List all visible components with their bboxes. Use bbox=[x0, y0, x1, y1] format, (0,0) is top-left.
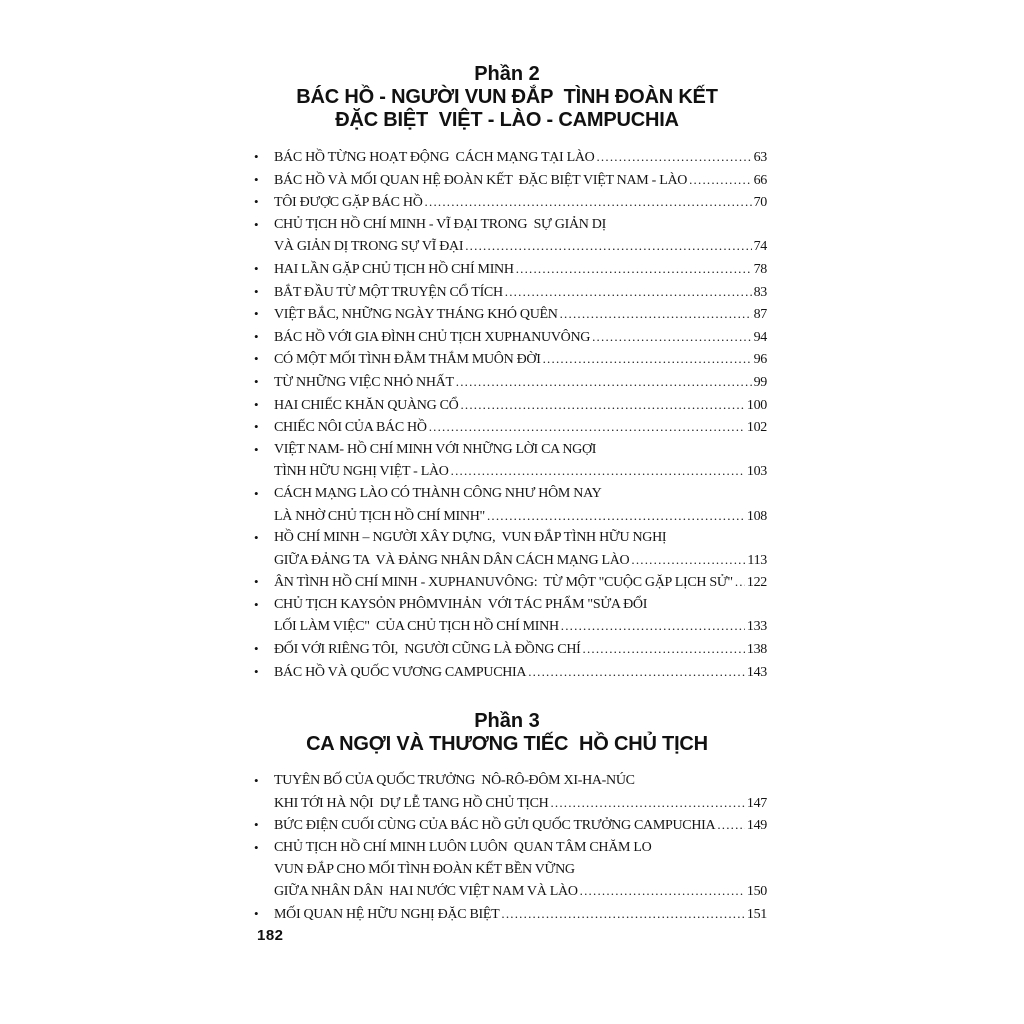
toc-section bbox=[247, 709, 767, 925]
bullet-icon: • bbox=[254, 328, 259, 344]
entry-last-line bbox=[274, 394, 767, 417]
entry-page-number: 147 bbox=[746, 795, 767, 811]
entry-text-line: ĐỐI VỚI RIÊNG TÔI, NGƯỜI CŨNG LÀ ĐỒNG CHÍ bbox=[274, 642, 581, 658]
entry-last-line bbox=[274, 235, 767, 258]
dot-leader bbox=[631, 549, 745, 572]
entry-text-line: LÀ NHỜ CHỦ TỊCH HỒ CHÍ MINH" bbox=[274, 508, 485, 524]
toc-entry bbox=[247, 326, 767, 349]
entry-last-line bbox=[274, 303, 767, 326]
toc-entry bbox=[247, 146, 767, 169]
part-title bbox=[247, 86, 767, 132]
entry-page-number: 96 bbox=[753, 352, 767, 368]
dot-leader bbox=[717, 814, 745, 837]
entry-last-line bbox=[274, 191, 767, 214]
entry-text-line: BÁC HỒ VÀ QUỐC VƯƠNG CAMPUCHIA bbox=[274, 664, 527, 680]
toc-entry bbox=[247, 191, 767, 214]
dot-leader bbox=[425, 191, 752, 214]
bullet-icon: • bbox=[254, 441, 259, 457]
toc-entry bbox=[247, 394, 767, 417]
dot-leader bbox=[561, 615, 745, 638]
entry-body bbox=[274, 146, 767, 169]
entry-text-line: ÂN TÌNH HỒ CHÍ MINH - XUPHANUVÔNG: TỪ MỘT "CUỘC GẶP LỊCH SỬ" bbox=[274, 575, 733, 591]
entry-body bbox=[274, 527, 767, 571]
dot-leader bbox=[560, 303, 752, 326]
entry-last-line bbox=[274, 638, 767, 661]
entry-last-line bbox=[274, 792, 767, 815]
dot-leader bbox=[460, 394, 744, 417]
toc-entry bbox=[247, 638, 767, 661]
toc-content bbox=[247, 62, 767, 925]
entry-text-line: MỐI QUAN HỆ HỮU NGHỊ ĐẶC BIỆT bbox=[274, 906, 500, 922]
toc-entry bbox=[247, 770, 767, 814]
entry-text-line: TÌNH HỮU NGHỊ VIỆT - LÀO bbox=[274, 464, 449, 480]
dot-leader bbox=[528, 661, 745, 684]
dot-leader bbox=[543, 348, 752, 371]
dot-leader bbox=[596, 146, 751, 169]
entry-last-line bbox=[274, 903, 767, 926]
bullet-icon: • bbox=[254, 171, 259, 187]
entry-last-line bbox=[274, 880, 767, 903]
bullet-icon: • bbox=[254, 260, 259, 276]
entry-last-line bbox=[274, 281, 767, 304]
bullet-icon: • bbox=[254, 663, 259, 679]
bullet-icon: • bbox=[254, 641, 259, 657]
entry-last-line bbox=[274, 615, 767, 638]
part-title bbox=[247, 733, 767, 756]
dot-leader bbox=[592, 326, 751, 349]
bullet-icon: • bbox=[254, 194, 259, 210]
entry-page-number: 99 bbox=[753, 374, 767, 390]
entry-body bbox=[274, 281, 767, 304]
toc-entry bbox=[247, 903, 767, 926]
bullet-icon: • bbox=[254, 485, 259, 501]
bullet-icon: • bbox=[254, 373, 259, 389]
toc-section bbox=[247, 62, 767, 683]
entry-text-line: CÁCH MẠNG LÀO CÓ THÀNH CÔNG NHƯ HÔM NAY bbox=[274, 485, 602, 501]
entry-text-line: TỪ NHỮNG VIỆC NHỎ NHẤT bbox=[274, 374, 454, 390]
toc-entry bbox=[247, 214, 767, 258]
entry-page-number: 133 bbox=[746, 619, 767, 635]
entry-text-line: TÔI ĐƯỢC GẶP BÁC HỒ bbox=[274, 195, 423, 211]
entry-body bbox=[274, 326, 767, 349]
entry-page-number: 102 bbox=[746, 420, 767, 436]
dot-leader bbox=[580, 880, 745, 903]
entry-last-line bbox=[274, 258, 767, 281]
entry-body bbox=[274, 903, 767, 926]
bullet-icon: • bbox=[254, 596, 259, 612]
entry-last-line bbox=[274, 371, 767, 394]
entry-page-number: 122 bbox=[746, 575, 767, 591]
entry-page-number: 108 bbox=[746, 508, 767, 524]
entry-last-line bbox=[274, 814, 767, 837]
entry-text-line: HAI LẦN GẶP CHỦ TỊCH HỒ CHÍ MINH bbox=[274, 261, 514, 277]
entry-text-line: BÁC HỒ TỪNG HOẠT ĐỘNG CÁCH MẠNG TẠI LÀO bbox=[274, 150, 595, 165]
toc-entry bbox=[247, 571, 767, 594]
bullet-icon: • bbox=[254, 149, 259, 164]
entry-last-line bbox=[274, 416, 767, 439]
dot-leader bbox=[501, 903, 745, 926]
entry-body bbox=[274, 594, 767, 638]
toc-entry bbox=[247, 281, 767, 304]
dot-leader bbox=[451, 460, 745, 483]
toc-entry bbox=[247, 439, 767, 483]
entry-text-line: VIỆT NAM- HỒ CHÍ MINH VỚI NHỮNG LỜI CA NGỢI bbox=[274, 441, 597, 457]
bullet-icon: • bbox=[254, 396, 259, 412]
entry-last-line bbox=[274, 460, 767, 483]
part-title-line: BÁC HỒ - NGƯỜI VUN ĐẮP TÌNH ĐOÀN KẾT bbox=[296, 86, 718, 108]
entry-page-number: 94 bbox=[753, 329, 767, 345]
entry-page-number: 150 bbox=[746, 884, 767, 900]
dot-leader bbox=[689, 169, 752, 192]
entry-text-line: GIỮA ĐẢNG TA VÀ ĐẢNG NHÂN DÂN CÁCH MẠNG LÀO bbox=[274, 552, 630, 568]
dot-leader bbox=[583, 638, 745, 661]
entry-text-line: LỐI LÀM VIỆC" CỦA CHỦ TỊCH HỒ CHÍ MINH bbox=[274, 619, 559, 635]
bullet-icon: • bbox=[254, 574, 259, 590]
toc-entry bbox=[247, 837, 767, 903]
entry-body bbox=[274, 348, 767, 371]
entry-body bbox=[274, 169, 767, 192]
page-number: 182 bbox=[257, 927, 284, 944]
entry-body bbox=[274, 571, 767, 594]
entry-page-number: 103 bbox=[746, 464, 767, 480]
bullet-icon: • bbox=[254, 216, 259, 232]
entry-last-line bbox=[274, 348, 767, 371]
entry-text-line: HAI CHIẾC KHĂN QUÀNG CỔ bbox=[274, 397, 459, 413]
entry-page-number: 100 bbox=[746, 397, 767, 413]
entry-text-line: CHIẾC NÔI CỦA BÁC HỒ bbox=[274, 420, 427, 436]
entry-text-line: CÓ MỘT MỐI TÌNH ĐẰM THẮM MUÔN ĐỜI bbox=[274, 352, 541, 368]
bullet-icon: • bbox=[254, 905, 259, 921]
entry-body bbox=[274, 483, 767, 527]
entry-body bbox=[274, 770, 767, 814]
entry-text-line: BỨC ĐIỆN CUỐI CÙNG CỦA BÁC HỒ GỬI QUỐC TRƯỞNG CAMPUCHIA bbox=[274, 818, 716, 834]
entry-last-line bbox=[274, 146, 767, 169]
entry-text-line: CHỦ TỊCH KAYSỎN PHÔMVIHẢN VỚI TÁC PHẨM "SỬA ĐỔI bbox=[274, 596, 648, 612]
entry-last-line bbox=[274, 505, 767, 528]
bullet-icon: • bbox=[254, 306, 259, 322]
entry-page-number: 138 bbox=[746, 642, 767, 658]
toc-entry-list bbox=[247, 770, 767, 925]
bullet-icon: • bbox=[254, 840, 259, 856]
entry-page-number: 113 bbox=[747, 552, 767, 568]
entry-text-line: BÁC HỒ VỚI GIA ĐÌNH CHỦ TỊCH XUPHANUVÔNG bbox=[274, 329, 591, 345]
part-title-line: CA NGỢI VÀ THƯƠNG TIẾC HỒ CHỦ TỊCH bbox=[306, 733, 708, 756]
entry-last-line bbox=[274, 571, 767, 594]
entry-page-number: 151 bbox=[746, 906, 767, 922]
toc-entry bbox=[247, 527, 767, 571]
entry-last-line bbox=[274, 661, 767, 684]
entry-page-number: 66 bbox=[753, 172, 767, 188]
entry-body bbox=[274, 214, 767, 258]
entry-body bbox=[274, 258, 767, 281]
entry-body bbox=[274, 837, 767, 903]
entry-page-number: 83 bbox=[753, 284, 767, 300]
entry-page-number: 87 bbox=[753, 307, 767, 323]
entry-page-number: 70 bbox=[753, 195, 767, 211]
dot-leader bbox=[505, 281, 752, 304]
bullet-icon: • bbox=[254, 351, 259, 367]
entry-text-line: KHI TỚI HÀ NỘI DỰ LỄ TANG HỒ CHỦ TỊCH bbox=[274, 795, 549, 811]
dot-leader bbox=[429, 416, 745, 439]
entry-body bbox=[274, 191, 767, 214]
entry-text-line: GIỮA NHÂN DÂN HAI NƯỚC VIỆT NAM VÀ LÀO bbox=[274, 884, 578, 900]
dot-leader bbox=[456, 371, 752, 394]
bullet-icon: • bbox=[254, 283, 259, 299]
toc-entry bbox=[247, 169, 767, 192]
entry-body bbox=[274, 394, 767, 417]
entry-body bbox=[274, 416, 767, 439]
entry-text-line: VIỆT BẮC, NHỮNG NGÀY THÁNG KHÓ QUÊN bbox=[274, 307, 558, 323]
entry-body bbox=[274, 371, 767, 394]
entry-text-line: VÀ GIẢN DỊ TRONG SỰ VĨ ĐẠI bbox=[274, 239, 464, 255]
bullet-icon: • bbox=[254, 419, 259, 435]
entry-text-line: CHỦ TỊCH HỒ CHÍ MINH LUÔN LUÔN QUAN TÂM CHĂM LO bbox=[274, 840, 652, 856]
dot-leader bbox=[550, 792, 744, 815]
entry-body bbox=[274, 439, 767, 483]
part-label: Phần 2 bbox=[474, 63, 540, 85]
toc-entry bbox=[247, 371, 767, 394]
bullet-icon: • bbox=[254, 530, 259, 546]
entry-page-number: 74 bbox=[753, 239, 767, 255]
dot-leader bbox=[487, 505, 745, 528]
toc-entry bbox=[247, 348, 767, 371]
part-label: Phần 3 bbox=[474, 710, 540, 733]
entry-last-line bbox=[274, 549, 767, 572]
entry-body bbox=[274, 814, 767, 837]
entry-page-number: 143 bbox=[746, 664, 767, 680]
entry-text-line: BẮT ĐẦU TỪ MỘT TRUYỆN CỔ TÍCH bbox=[274, 284, 503, 300]
entry-body bbox=[274, 303, 767, 326]
toc-entry bbox=[247, 661, 767, 684]
entry-page-number: 149 bbox=[746, 818, 767, 834]
entry-text-line: VUN ĐẮP CHO MỐI TÌNH ĐOÀN KẾT BỀN VỮNG bbox=[274, 861, 575, 877]
entry-body bbox=[274, 661, 767, 684]
toc-entry bbox=[247, 258, 767, 281]
toc-entry bbox=[247, 416, 767, 439]
entry-last-line bbox=[274, 169, 767, 192]
toc-entry bbox=[247, 594, 767, 638]
bullet-icon: • bbox=[254, 817, 259, 833]
toc-sections bbox=[247, 62, 767, 925]
part-title-line: ĐẶC BIỆT VIỆT - LÀO - CAMPUCHIA bbox=[335, 109, 679, 131]
toc-entry bbox=[247, 814, 767, 837]
dot-leader bbox=[735, 571, 745, 594]
toc-entry bbox=[247, 483, 767, 527]
entry-text-line: TUYÊN BỐ CỦA QUỐC TRƯỞNG NÔ-RÔ-ĐÔM XI-HA-NÚC bbox=[274, 773, 635, 789]
entry-text-line: BÁC HỒ VÀ MỐI QUAN HỆ ĐOÀN KẾT ĐẶC BIỆT VIỆT NAM - LÀO bbox=[274, 172, 688, 188]
entry-last-line bbox=[274, 326, 767, 349]
dot-leader bbox=[465, 235, 751, 258]
toc-entry-list bbox=[247, 146, 767, 683]
toc-entry bbox=[247, 303, 767, 326]
entry-page-number: 63 bbox=[753, 150, 767, 165]
bullet-icon: • bbox=[254, 773, 259, 789]
entry-text-line: CHỦ TỊCH HỒ CHÍ MINH - VĨ ĐẠI TRONG SỰ GIẢN DỊ bbox=[274, 216, 606, 232]
entry-body bbox=[274, 638, 767, 661]
entry-page-number: 78 bbox=[753, 261, 767, 277]
dot-leader bbox=[516, 258, 752, 281]
entry-text-line: HỒ CHÍ MINH – NGƯỜI XÂY DỰNG, VUN ĐẮP TÌNH HỮU NGHỊ bbox=[274, 530, 667, 546]
